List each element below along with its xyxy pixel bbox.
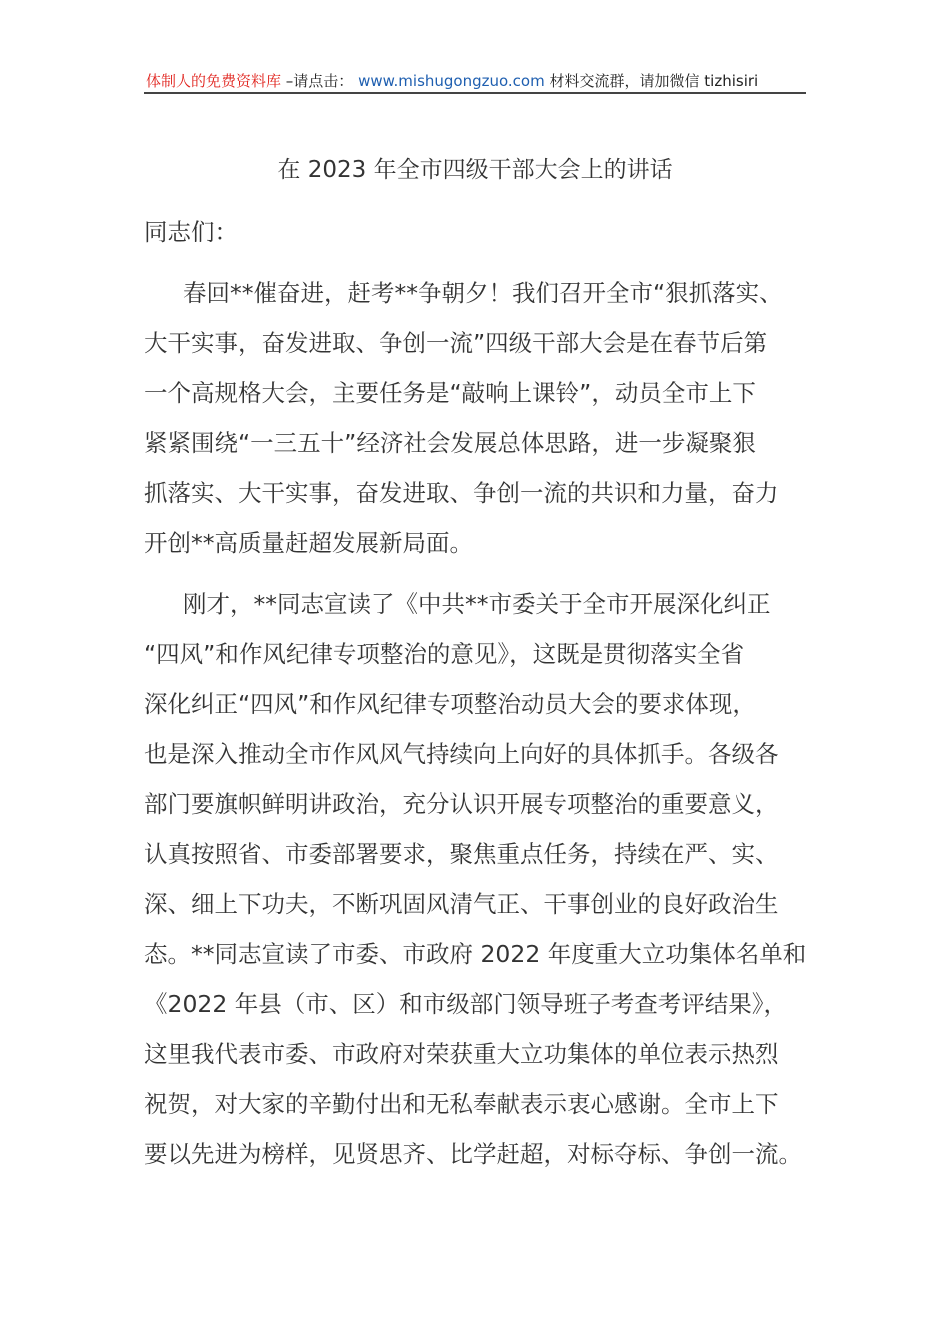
paragraph-line: 部门要旗帜鲜明讲政治，充分认识开展专项整治的重要意义， xyxy=(144,790,779,818)
paragraph-line: 深化纠正“四风”和作风纪律专项整治动员大会的要求体现， xyxy=(144,690,756,718)
header-divider xyxy=(144,92,806,94)
header-link[interactable]: www.mishugongzuo.com xyxy=(358,72,545,90)
page-header xyxy=(146,70,806,92)
paragraph-line: “四风”和作风纪律专项整治的意见》，这既是贯彻落实全省 xyxy=(144,640,745,668)
paragraph-line: 态。**同志宣读了市委、市政府 2022 年度重大立功集体名单和 xyxy=(144,940,807,968)
paragraph-line: 一个高规格大会，主要任务是“敲响上课铃”，动员全市上下 xyxy=(144,379,756,407)
paragraph-line: 认真按照省、市委部署要求，聚焦重点任务，持续在严、实、 xyxy=(144,840,779,868)
paragraph-line: 抓落实、大干实事，奋发进取、争创一流的共识和力量，奋力 xyxy=(144,479,779,507)
document-title: 在 2023 年全市四级干部大会上的讲话 xyxy=(277,157,673,183)
paragraph-line: 大干实事，奋发进取、争创一流”四级干部大会是在春节后第 xyxy=(144,329,768,357)
salutation: 同志们： xyxy=(144,218,238,246)
paragraph-line: 《2022 年县（市、区）和市级部门领导班子考查考评结果》， xyxy=(144,990,788,1018)
paragraph-line: 紧紧围绕“一三五十”经济社会发展总体思路，进一步凝聚狠 xyxy=(144,429,756,457)
paragraph-line: 祝贺，对大家的辛勤付出和无私奉献表示衷心感谢。全市上下 xyxy=(144,1090,779,1118)
paragraph-line: 要以先进为榜样，见贤思齐、比学赶超，对标夺标、争创一流。 xyxy=(144,1140,802,1168)
paragraph-line: 深、细上下功夫，不断巩固风清气正、干事创业的良好政治生 xyxy=(144,890,779,918)
paragraph-line: 这里我代表市委、市政府对荣获重大立功集体的单位表示热烈 xyxy=(144,1040,779,1068)
paragraph-line: 开创**高质量赶超发展新局面。 xyxy=(144,529,473,557)
paragraph-line: 春回**催奋进，赶考**争朝夕！我们召开全市“狠抓落实、 xyxy=(183,279,783,307)
paragraph-line: 刚才，**同志宣读了《中共**市委关于全市开展深化纠正 xyxy=(183,590,771,618)
paragraph-line: 也是深入推动全市作风风气持续向上向好的具体抓手。各级各 xyxy=(144,740,779,768)
header-prompt: –请点击： xyxy=(285,72,354,90)
header-contact: 材料交流群，请加微信 tizhisiri xyxy=(549,72,759,90)
header-brand: 体制人的免费资料库 xyxy=(146,72,282,90)
